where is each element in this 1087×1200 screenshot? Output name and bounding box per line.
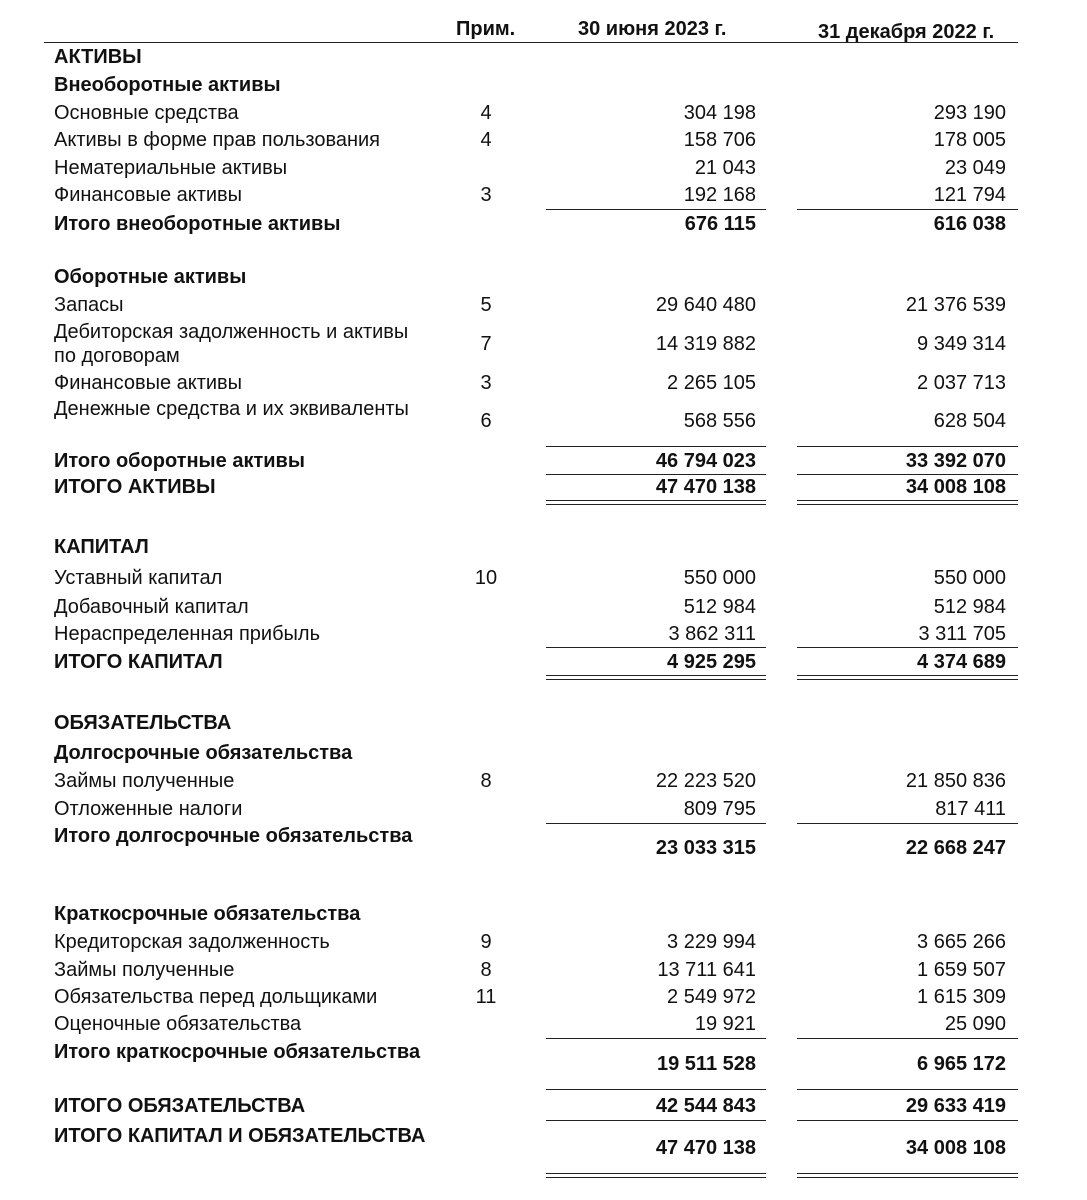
subtotal-rule [546, 1120, 766, 1121]
subtotal-rule [797, 209, 1018, 210]
double-rule [797, 679, 1018, 680]
header-col-2022: 31 декабря 2022 г. [818, 21, 995, 43]
double-rule [546, 675, 766, 676]
header-col-2023: 30 июня 2023 г. [578, 18, 727, 40]
subtotal-rule [797, 1038, 1018, 1039]
double-rule [546, 1173, 766, 1174]
double-rule [797, 504, 1018, 505]
subtotal-rule [797, 446, 1018, 447]
double-rule [797, 500, 1018, 501]
subtotal-rule [797, 1089, 1018, 1090]
double-rule [546, 504, 766, 505]
double-rule [797, 1173, 1018, 1174]
subtotal-rule [546, 1038, 766, 1039]
subtotal-rule [546, 209, 766, 210]
subtotal-rule [797, 647, 1018, 648]
subtotal-rule [546, 446, 766, 447]
header-note: Прим. [456, 18, 516, 40]
header-rule [44, 42, 1018, 43]
double-rule [546, 500, 766, 501]
subtotal-rule [797, 1120, 1018, 1121]
subtotal-rule [546, 1089, 766, 1090]
double-rule [546, 1177, 766, 1178]
subtotal-rule [797, 823, 1018, 824]
double-rule [797, 675, 1018, 676]
subtotal-rule [546, 823, 766, 824]
double-rule [546, 679, 766, 680]
balance-sheet: Прим. 30 июня 2023 г. 31 декабря 2022 г. АКТИВЫ Внеоборотные активы Основные средства 4 304 198 293 190 Активы в форме прав пользования 4 158 706 178 005 Нематериальные активы 21 043 23 049 Финансовые активы 3 192 168 121 794 Итого внеоборотные активы 676 115 616 038 Оборотные активы Запасы 5 29 640 480 21 376 539 Дебиторская задолженность и активы по договорам 7 14 319 882 9 349 314 Финансовые активы 3 2 265 105 2 037 713 Денежные средства и их эквиваленты 6 568 556 628 504 Итого оборотные активы 46 794 023 33 392 070 ИТОГО АКТИВЫ 47 470 138 34 008 108 КАПИТАЛ Уставный капитал 10 550 000 550 000 Добавочный капитал 512 984 512 984 Нераспределенная прибыль 3 862 311 3 311 705 ИТОГО КАПИТАЛ 4 925 295 4 374 689 ОБЯЗАТЕЛЬСТВА Долгосрочные обязательства Займы полученные 8 22 223 520 21 850 836 Отложенные налоги 809 795 817 411 Итого долгосрочные обязательства 23 033 315 22 668 247 Краткосрочные обязательства Кредиторская задолженность 9 3 229 994 3 665 266 Займы полученные 8 13 711 641 1 659 507 Обязательства перед дольщиками 11 2 549 972 1 615 309 Оценочные обязательства 19 921 25 090 Итого краткосрочные обязательства 19 511 528 6 965 172 ИТОГО ОБЯЗАТЕЛЬСТВА 42 544 843 29 633 419 ИТОГО КАПИТАЛ И ОБЯЗАТЕЛЬСТВА 47 470 138 34 008 108 [0, 0, 1087, 1200]
double-rule [797, 1177, 1018, 1178]
subtotal-rule [546, 647, 766, 648]
